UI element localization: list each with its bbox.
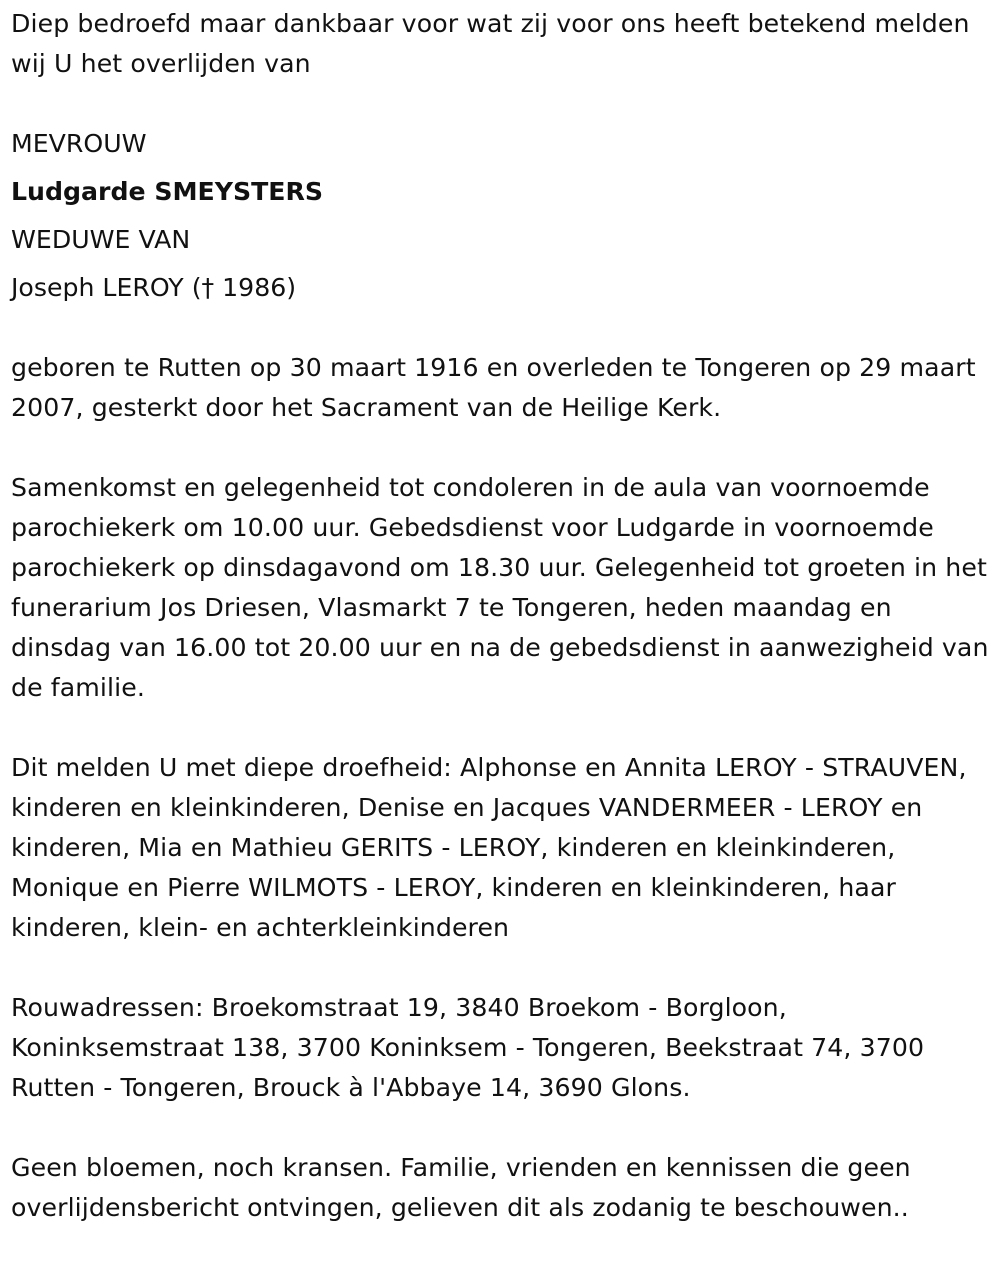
closing-paragraph: Geen bloemen, noch kransen. Familie, vrienden en kennissen die geen overlijdensbericht ontvingen, gelieven dit als zodanig te beschouwen.. bbox=[11, 1153, 911, 1222]
spouse-open-paren: ( bbox=[191, 273, 202, 302]
obituary-notice bbox=[11, 4, 995, 1268]
ceremony-paragraph: Samenkomst en gelegenheid tot condoleren in de aula van voornoemde parochiekerk om 10.00 uur. Gebedsdienst voor Ludgarde in voornoemde parochiekerk op dinsdagavond om 18.30 uur. Gelegenheid tot groeten in het funerarium Jos Driesen, Vlasmarkt 7 te Tongeren, heden maandag en dinsdag van 16.00 tot 20.00 uur en na de gebedsdienst in aanwezigheid van de familie. bbox=[11, 473, 989, 702]
spouse-name: Joseph LEROY bbox=[11, 273, 184, 302]
relation-line: WEDUWE VAN bbox=[11, 225, 191, 254]
title-line: MEVROUW bbox=[11, 129, 147, 158]
deceased-name: Ludgarde SMEYSTERS bbox=[11, 177, 324, 206]
spouse-death-year: 1986) bbox=[222, 273, 297, 302]
intro-paragraph: Diep bedroefd maar dankbaar voor wat zij voor ons heeft betekend melden wij U het overlijden van bbox=[11, 9, 970, 78]
birth-death-paragraph: geboren te Rutten op 30 maart 1916 en overleden te Tongeren op 29 maart 2007, gesterkt door het Sacrament van de Heilige Kerk. bbox=[11, 353, 976, 422]
deceased-heading bbox=[11, 120, 995, 312]
cross-icon: † bbox=[201, 273, 215, 302]
addresses-paragraph: Rouwadressen: Broekomstraat 19, 3840 Broekom - Borgloon, Koninksemstraat 138, 3700 Koninksem - Tongeren, Beekstraat 74, 3700 Rutten - Tongeren, Brouck à l'Abbaye 14, 3690 Glons. bbox=[11, 993, 925, 1102]
family-paragraph: Dit melden U met diepe droefheid: Alphonse en Annita LEROY - STRAUVEN, kinderen en kleinkinderen, Denise en Jacques VANDERMEER - LEROY en kinderen, Mia en Mathieu GERITS - LEROY, kinderen en kleinkinderen, Monique en Pierre WILMOTS - LEROY, kinderen en kleinkinderen, haar kinderen, klein- en achterkleinkinderen bbox=[11, 753, 967, 942]
spouse-line bbox=[11, 264, 995, 312]
